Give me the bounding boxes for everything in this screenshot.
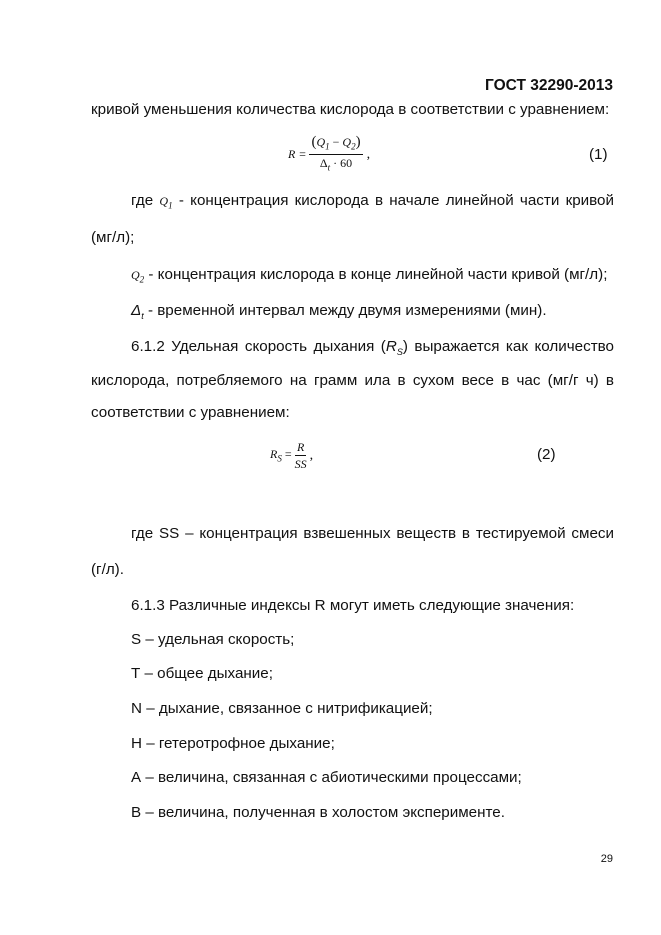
where-q1-continuation: (мг/л); xyxy=(91,229,135,246)
where-prefix: где xyxy=(131,192,154,209)
eq1-denominator xyxy=(320,155,352,174)
equation-1-number: (1) xyxy=(589,146,608,163)
eq2-fraction xyxy=(295,440,307,471)
section-612-line2: кислорода, потребляемого на грамм ила в сухом весе в час (мг/г ч) в xyxy=(91,372,614,389)
delta-symbol-letter: Δ xyxy=(131,302,142,319)
eq1-minus: − xyxy=(329,135,343,149)
eq2-denominator: SS xyxy=(294,457,307,471)
eq1-comma: , xyxy=(366,146,371,162)
eq1-q1-sub: 1 xyxy=(325,141,330,152)
where-q2-text: - концентрация кислорода в конце линейной части кривой (мг/л); xyxy=(148,266,608,283)
equation-2 xyxy=(270,440,313,471)
section-612-line3: соответствии с уравнением: xyxy=(91,404,290,421)
rs-symbol xyxy=(385,338,403,358)
eq1-paren-open: ( xyxy=(311,134,317,150)
index-item-a: А – величина, связанная с абиотическими процессами; xyxy=(131,769,522,786)
equation-1 xyxy=(288,135,370,175)
eq2-lhs xyxy=(270,447,292,463)
eq1-fraction xyxy=(309,135,362,175)
section-612-line1 xyxy=(131,338,614,361)
section-612-line1-b: ) выражается как количество xyxy=(402,338,615,355)
eq2-numerator: R xyxy=(296,440,305,454)
eq1-delta-sub: t xyxy=(327,162,331,173)
eq2-comma: , xyxy=(309,447,314,463)
eq2-lhs-sub: S xyxy=(277,453,282,464)
index-item-b: В – величина, полученная в холостом эксперименте. xyxy=(131,804,505,821)
where-ss-continuation: (г/л). xyxy=(91,561,124,578)
rs-letter: R xyxy=(385,338,397,355)
q2-symbol-letter: Q xyxy=(131,268,140,282)
section-613-heading: 6.1.3 Различные индексы R могут иметь следующие значения: xyxy=(131,597,575,614)
eq2-lhs-letter: R xyxy=(270,447,278,462)
where-q2-symbol xyxy=(131,268,145,285)
eq1-numerator xyxy=(309,135,362,155)
eq1-den-rest: · 60 xyxy=(330,156,353,171)
q1-symbol-letter: Q xyxy=(159,194,169,208)
eq1-lhs: R = xyxy=(288,147,307,162)
eq2-equals: = xyxy=(281,447,292,462)
equation-2-number: (2) xyxy=(537,446,556,463)
q1-symbol-sub: 1 xyxy=(168,200,173,211)
page-number: 29 xyxy=(600,853,613,865)
index-item-n: N – дыхание, связанное с нитрификацией; xyxy=(131,700,433,717)
where-q1-text: - концентрация кислорода в начале линейной части кривой xyxy=(178,192,614,209)
where-ss-line: где SS – концентрация взвешенных веществ в тестируемой смеси xyxy=(131,525,614,542)
where-q1-symbol xyxy=(159,194,173,211)
rs-sub: S xyxy=(396,347,403,358)
section-612-line1-a: 6.1.2 Удельная скорость дыхания ( xyxy=(131,338,386,355)
delta-symbol-sub: t xyxy=(141,311,144,322)
index-item-s: S – удельная скорость; xyxy=(131,631,295,648)
document-header: ГОСТ 32290-2013 xyxy=(485,77,613,94)
eq1-q2: Q xyxy=(342,135,352,149)
eq1-q2-sub: 2 xyxy=(351,141,356,152)
where-q1-line xyxy=(131,192,614,214)
eq1-delta: Δ xyxy=(319,156,328,171)
index-item-t: Т – общее дыхание; xyxy=(131,665,273,682)
eq1-q1: Q xyxy=(316,135,326,149)
intro-line: кривой уменьшения количества кислорода в соответствии с уравнением: xyxy=(91,101,610,118)
where-q2-line xyxy=(131,266,607,288)
eq1-paren-close: ) xyxy=(355,134,361,150)
q2-symbol-sub: 2 xyxy=(139,274,145,285)
where-delta-line xyxy=(131,302,547,325)
where-delta-symbol xyxy=(131,302,144,322)
index-item-h: Н – гетеротрофное дыхание; xyxy=(131,735,335,752)
where-delta-text: - временной интервал между двумя измерениями (мин). xyxy=(147,302,547,319)
